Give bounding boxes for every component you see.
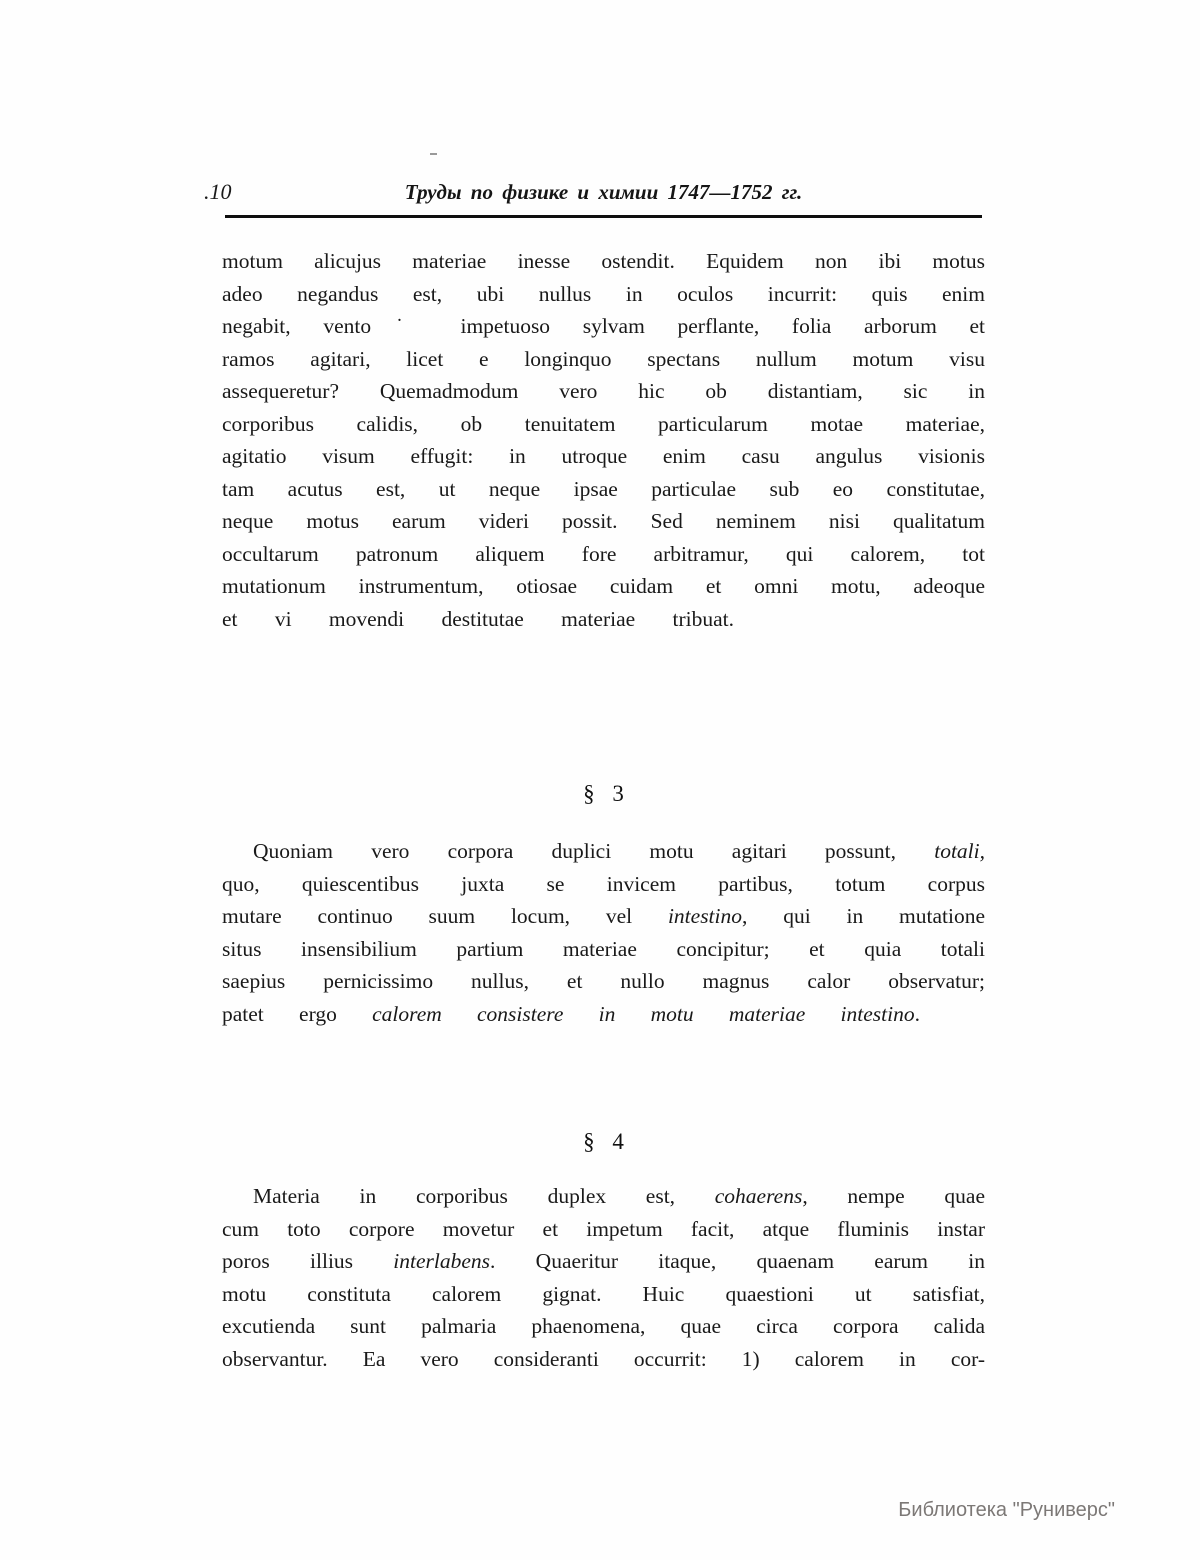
roman-text: quo, quiescentibus juxta se invicem partibus, totum corpus [222, 871, 985, 896]
roman-text: , nempe quae [802, 1184, 985, 1208]
text-line [222, 505, 985, 538]
roman-text: , qui in mutatione [742, 904, 985, 928]
section-heading: § 4 [583, 1129, 624, 1154]
roman-text: Quoniam vero corpora duplici motu agitari possunt, [253, 839, 935, 863]
text-line [222, 1213, 985, 1246]
roman-text: adeo negandus est, ubi nullus in oculos incurrit: quis enim [222, 281, 985, 306]
roman-text: agitatio visum effugit: in utroque enim casu angulus visionis [222, 444, 985, 468]
roman-text: occultarum patronum aliquem fore arbitramur, qui calorem, tot [222, 541, 985, 566]
text-line [222, 245, 985, 278]
italic-text: calorem consistere in motu materiae intestino [372, 1001, 915, 1026]
roman-text: cum toto corpore movetur et impetum facit, atque fluminis instar [222, 1216, 985, 1241]
paragraph [222, 1180, 985, 1375]
text-line [222, 440, 985, 473]
roman-text: corporibus calidis, ob tenuitatem particularum motae materiae, [222, 411, 985, 436]
section-heading: § 3 [583, 781, 624, 806]
roman-text: negabit, vento˙ impetuoso sylvam perflante, folia arborum et [222, 314, 985, 338]
text-line [222, 603, 734, 636]
text-line [222, 408, 985, 441]
roman-text: situs insensibilium partium materiae concipitur; et quia totali [222, 936, 985, 961]
text-line [222, 868, 985, 901]
roman-text: observantur. Ea vero consideranti occurrit: 1) calorem in cor- [222, 1346, 985, 1371]
text-block [222, 0, 985, 1560]
roman-text: excutienda sunt palmaria phaenomena, quae circa corpora calida [222, 1314, 985, 1338]
paragraph [222, 245, 985, 635]
text-line [222, 1180, 985, 1213]
text-line [222, 570, 985, 603]
text-line [222, 900, 985, 933]
roman-text: mutare continuo suum locum, vel [222, 904, 668, 928]
roman-text: assequeretur? Quemadmodum vero hic ob distantiam, sic in [222, 379, 985, 403]
text-line [222, 278, 985, 311]
roman-text: motu constituta calorem gignat. Huic quaestioni ut satisfiat, [222, 1281, 985, 1306]
page-number: .10 [204, 179, 232, 204]
roman-text: patet ergo [222, 1001, 373, 1026]
italic-text: interlabens [393, 1249, 491, 1273]
roman-text: . Quaeritur itaque, quaenam earum in [490, 1249, 985, 1273]
roman-text: mutationum instrumentum, otiosae cuidam et omni motu, adeoque [222, 574, 985, 598]
running-header-title: Труды по физике и химии 1747—1752 гг. [404, 180, 803, 204]
text-line [222, 310, 985, 343]
roman-text: motum alicujus materiae inesse ostendit. Equidem non ibi motus [222, 249, 985, 273]
text-line [222, 473, 985, 506]
text-line [222, 835, 985, 868]
roman-text: . [914, 1001, 920, 1026]
roman-text: ramos agitari, licet e longinquo spectans nullum motum visu [222, 346, 985, 371]
text-line [222, 1343, 985, 1376]
text-line [222, 1310, 985, 1343]
italic-text: intestino [667, 904, 743, 928]
text-line [222, 998, 920, 1031]
text-line [222, 1245, 985, 1278]
text-line [222, 933, 985, 966]
text-line [222, 538, 985, 571]
roman-text: et vi movendi destitutae materiae tribuat. [222, 606, 734, 631]
italic-text: cohaerens [714, 1184, 803, 1208]
paragraph [222, 835, 985, 1030]
roman-text: saepius pernicissimo nullus, et nullo magnus calor observatur; [222, 969, 985, 993]
text-line [222, 965, 985, 998]
text-line [222, 343, 985, 376]
text-line [222, 375, 985, 408]
library-watermark: Библиотека "Руниверс" [898, 1499, 1115, 1521]
text-line [222, 1278, 985, 1311]
roman-text: tam acutus est, ut neque ipsae particulae sub eo constitutae, [222, 476, 985, 501]
italic-text: totali, [934, 839, 985, 863]
roman-text: neque motus earum videri possit. Sed neminem nisi qualitatum [222, 509, 985, 533]
roman-text: Materia in corporibus duplex est, [253, 1184, 715, 1208]
roman-text: poros illius [222, 1249, 394, 1273]
